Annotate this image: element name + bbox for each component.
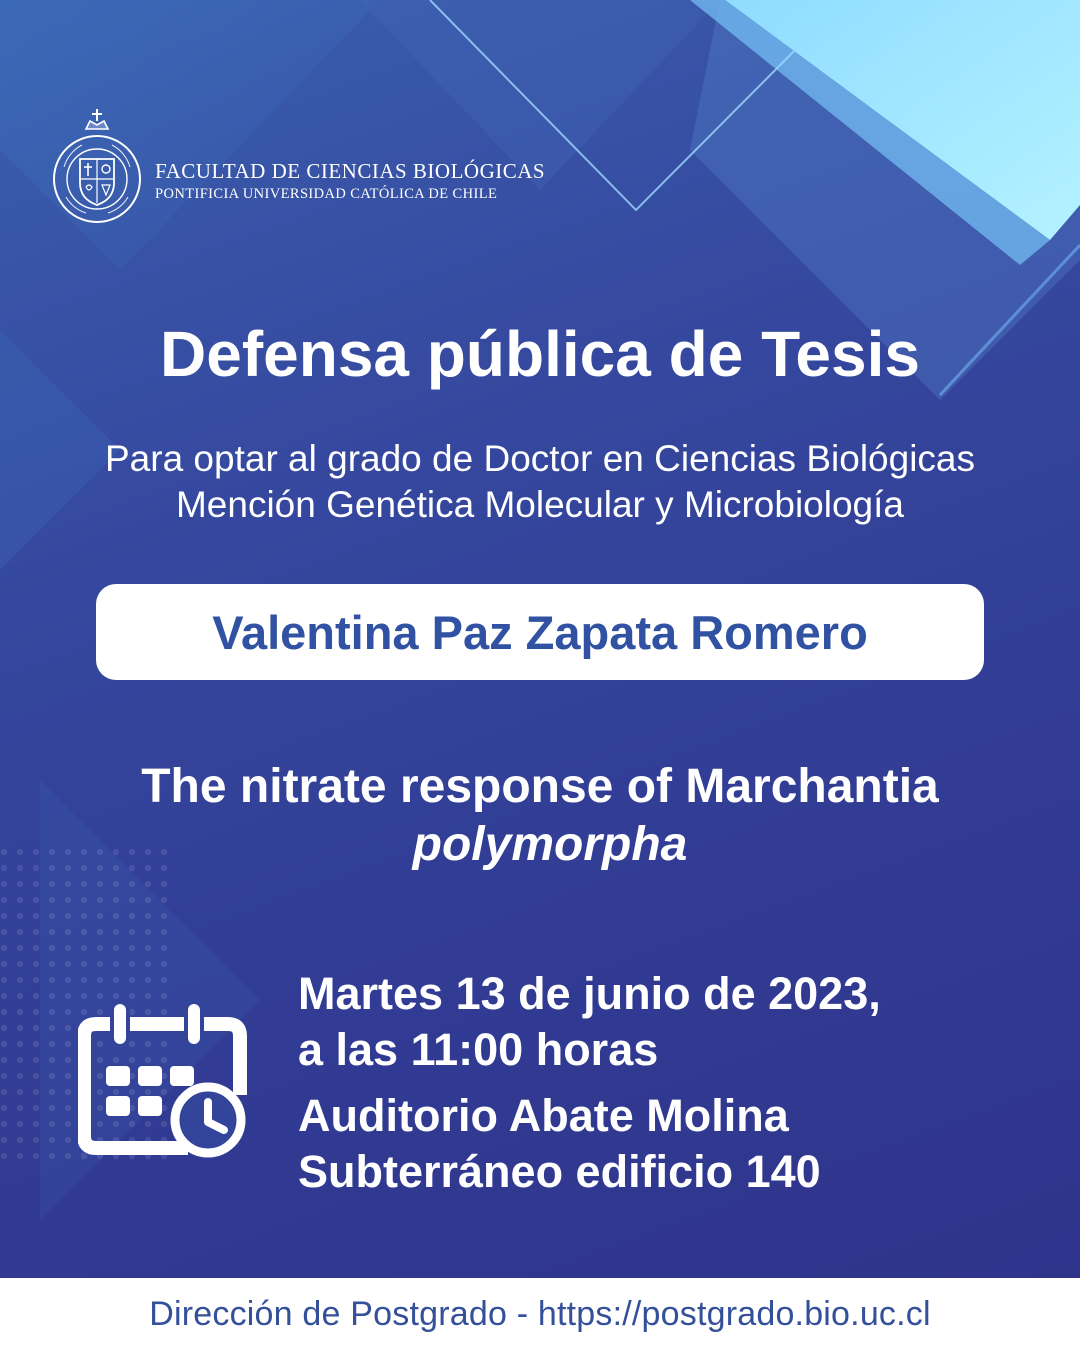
university-name: PONTIFICIA UNIVERSIDAD CATÓLICA DE CHILE <box>155 186 498 202</box>
event-venue: Auditorio Abate Molina <box>298 1090 789 1141</box>
event-details <box>298 966 881 1200</box>
event-title: Defensa pública de Tesis <box>160 318 920 390</box>
calendar-clock-icon <box>78 1000 253 1160</box>
footer-text[interactable]: Dirección de Postgrado - https://postgrado.bio.uc.cl <box>149 1294 931 1333</box>
thesis-title <box>0 758 1080 874</box>
footer-bar <box>0 1278 1080 1350</box>
faculty-name: FACULTAD DE CIENCIAS BIOLÓGICAS <box>155 159 546 183</box>
degree-description <box>0 436 1080 528</box>
candidate-name-box <box>96 584 984 680</box>
event-venue-location: Subterráneo edificio 140 <box>298 1146 821 1197</box>
university-seal-icon <box>52 107 142 225</box>
thesis-title-line-2: polymorpha <box>412 818 688 871</box>
faculty-block <box>155 158 545 204</box>
event-time: a las 11:00 horas <box>298 1024 659 1075</box>
thesis-title-line-1: The nitrate response of Marchantia <box>141 760 939 813</box>
degree-line-2: Mención Genética Molecular y Microbiología <box>175 484 904 525</box>
candidate-name: Valentina Paz Zapata Romero <box>212 605 868 659</box>
event-date: Martes 13 de junio de 2023, <box>298 968 881 1019</box>
degree-line-1: Para optar al grado de Doctor en Ciencias Biológicas <box>105 438 975 479</box>
